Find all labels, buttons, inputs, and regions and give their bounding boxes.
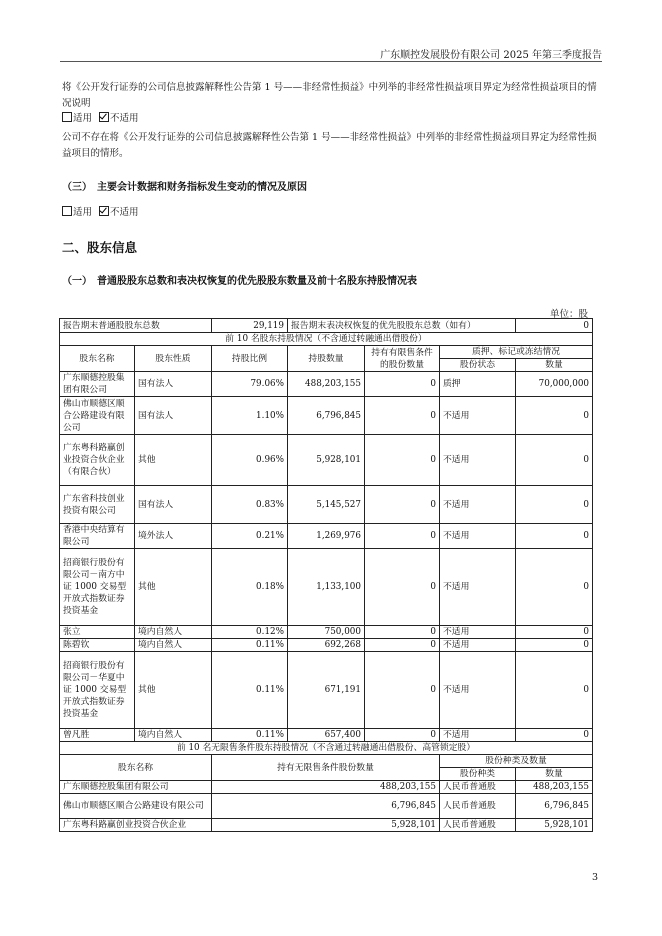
unrestricted-header-row1 (60, 755, 593, 768)
cell-qty: 6,796,845 (288, 397, 365, 435)
header-ratio: 持股比例 (212, 346, 288, 372)
cell-unrestricted-qty: 488,203,155 (212, 781, 440, 794)
cell-nature: 其他 (135, 549, 212, 626)
cell-ratio: 1.10% (212, 397, 288, 435)
cell-kind: 人民币普通股 (440, 794, 516, 819)
cell-restricted: 0 (365, 397, 440, 435)
option-not-applicable: 不适用 (110, 207, 139, 218)
cell-status: 不适用 (440, 397, 516, 435)
header-unrestricted-qty: 持有无限售条件股份数量 (212, 755, 440, 781)
table-row (60, 781, 593, 794)
section3-heading: （三） 主要会计数据和财务指标发生变动的情况及原因 (62, 182, 307, 193)
cell-qty: 692,268 (288, 639, 365, 652)
header-kind: 股份种类 (440, 768, 516, 781)
header-qty: 持股数量 (288, 346, 365, 372)
cell-nature: 境外法人 (135, 524, 212, 549)
unit-label: 单位：股 (549, 309, 588, 320)
summary-label-pref: 报告期末表决权恢复的优先股股东总数（如有） (288, 319, 516, 333)
cell-restricted: 0 (365, 435, 440, 486)
cell-kind-amount: 488,203,155 (516, 781, 593, 794)
cell-ratio: 0.11% (212, 652, 288, 729)
cell-restricted: 0 (365, 524, 440, 549)
nonrecurring-intro: 将《公开发行证券的公司信息披露解释性公告第 1 号——非经常性损益》中列举的非经常性损益项目界定为经常性损益项目的情况说明 (62, 82, 597, 109)
cell-ratio: 0.12% (212, 626, 288, 639)
cell-status: 不适用 (440, 524, 516, 549)
cell-nature: 国有法人 (135, 397, 212, 435)
table-row (60, 819, 593, 832)
cell-amount: 0 (516, 639, 593, 652)
cell-name: 佛山市顺德区顺合公路建设有限公司 (60, 397, 135, 435)
unrestricted-caption: 前 10 名无限售条件股东持股情况（不含通过转融通出借股份、高管锁定股） (60, 742, 593, 755)
cell-name: 香港中央结算有限公司 (60, 524, 135, 549)
option-applicable: 适用 (73, 113, 93, 124)
table-row (60, 397, 593, 435)
cell-restricted: 0 (365, 372, 440, 397)
cell-name: 广东粤科路赢创业投资合伙企业 (60, 819, 212, 832)
cell-nature: 境内自然人 (135, 729, 212, 742)
cell-amount: 0 (516, 729, 593, 742)
cell-qty: 671,191 (288, 652, 365, 729)
header-kind-amount: 数量 (516, 768, 593, 781)
cell-amount: 0 (516, 435, 593, 486)
header-nature: 股东性质 (135, 346, 212, 372)
cell-nature: 其他 (135, 435, 212, 486)
cell-ratio: 0.18% (212, 549, 288, 626)
cell-amount: 0 (516, 397, 593, 435)
part2-heading: 二、股东信息 (62, 240, 138, 255)
top10-caption-row (60, 333, 593, 346)
table-row (60, 549, 593, 626)
cell-nature: 境内自然人 (135, 626, 212, 639)
cell-ratio: 0.96% (212, 435, 288, 486)
table-row (60, 639, 593, 652)
cell-qty: 488,203,155 (288, 372, 365, 397)
cell-kind: 人民币普通股 (440, 781, 516, 794)
table-row (60, 652, 593, 729)
cell-name: 广东省科技创业投资有限公司 (60, 486, 135, 524)
cell-status: 不适用 (440, 626, 516, 639)
cell-name: 广东顺德控股集团有限公司 (60, 372, 135, 397)
cell-ratio: 0.11% (212, 639, 288, 652)
table-row (60, 435, 593, 486)
sub1-heading: （一） 普通股股东总数和表决权恢复的优先股股东数量及前十名股东持股情况表 (62, 276, 417, 287)
cell-nature: 境内自然人 (135, 639, 212, 652)
cell-name: 广东顺德控股集团有限公司 (60, 781, 212, 794)
checkbox-checked-icon (99, 112, 109, 122)
cell-status: 不适用 (440, 486, 516, 524)
table-row (60, 794, 593, 819)
cell-name: 陈碧钦 (60, 639, 135, 652)
nonrecurring-options (62, 111, 602, 127)
cell-amount: 0 (516, 549, 593, 626)
cell-amount: 0 (516, 524, 593, 549)
header-amount: 数量 (516, 359, 593, 372)
summary-row (60, 319, 593, 333)
cell-qty: 5,928,101 (288, 435, 365, 486)
cell-amount: 0 (516, 486, 593, 524)
summary-value-common: 29,119 (212, 319, 288, 333)
cell-name: 曾凡胜 (60, 729, 135, 742)
top10-header-row1 (60, 346, 593, 359)
table-row (60, 524, 593, 549)
cell-name: 招商银行股份有限公司－华夏中证 1000 交易型开放式指数证券投资基金 (60, 652, 135, 729)
summary-value-pref: 0 (516, 319, 593, 333)
summary-label-common: 报告期末普通股股东总数 (60, 319, 212, 333)
cell-kind-amount: 5,928,101 (516, 819, 593, 832)
checkbox-unchecked-icon (62, 112, 72, 122)
header-restricted: 持有有限售条件的股份数量 (365, 346, 440, 372)
cell-name: 广东粤科路赢创业投资合伙企业（有限合伙） (60, 435, 135, 486)
checkbox-unchecked-icon (62, 206, 72, 216)
table-row (60, 372, 593, 397)
shareholder-table (59, 318, 593, 832)
cell-restricted: 0 (365, 652, 440, 729)
cell-restricted: 0 (365, 639, 440, 652)
cell-restricted: 0 (365, 626, 440, 639)
cell-ratio: 0.11% (212, 729, 288, 742)
cell-nature: 国有法人 (135, 486, 212, 524)
checkbox-checked-icon (99, 206, 109, 216)
table-row (60, 626, 593, 639)
header-pledge: 质押、标记或冻结情况 (440, 346, 593, 359)
option-not-applicable: 不适用 (110, 113, 139, 124)
cell-kind: 人民币普通股 (440, 819, 516, 832)
cell-status: 不适用 (440, 549, 516, 626)
cell-restricted: 0 (365, 549, 440, 626)
cell-amount: 70,000,000 (516, 372, 593, 397)
cell-ratio: 0.21% (212, 524, 288, 549)
cell-amount: 0 (516, 652, 593, 729)
cell-ratio: 79.06% (212, 372, 288, 397)
cell-kind-amount: 6,796,845 (516, 794, 593, 819)
cell-qty: 750,000 (288, 626, 365, 639)
table-row (60, 729, 593, 742)
section3-options (62, 205, 602, 221)
header-status: 股份状态 (440, 359, 516, 372)
option-applicable: 适用 (73, 207, 93, 218)
cell-ratio: 0.83% (212, 486, 288, 524)
cell-restricted: 0 (365, 486, 440, 524)
cell-amount: 0 (516, 626, 593, 639)
cell-qty: 1,133,100 (288, 549, 365, 626)
top10-caption: 前 10 名股东持股情况（不含通过转融通出借股份） (60, 333, 593, 346)
cell-nature: 其他 (135, 652, 212, 729)
cell-status: 不适用 (440, 435, 516, 486)
cell-status: 不适用 (440, 639, 516, 652)
header-holder-name: 股东名称 (60, 755, 212, 781)
header-name: 股东名称 (60, 346, 135, 372)
header-kind-group: 股份种类及数量 (440, 755, 593, 768)
cell-name: 招商银行股份有限公司－南方中证 1000 交易型开放式指数证券投资基金 (60, 549, 135, 626)
page-number: 3 (591, 872, 598, 883)
header-rule (60, 61, 602, 62)
cell-qty: 657,400 (288, 729, 365, 742)
cell-status: 不适用 (440, 652, 516, 729)
nonrecurring-statement: 公司不存在将《公开发行证券的公司信息披露解释性公告第 1 号——非经常性损益》中列举的非经常性损益项目界定为经常性损益项目的情形。 (62, 132, 597, 159)
cell-status: 质押 (440, 372, 516, 397)
cell-qty: 1,269,976 (288, 524, 365, 549)
cell-qty: 5,145,527 (288, 486, 365, 524)
page-header: 广东顺控发展股份有限公司 2025 年第三季度报告 (380, 50, 602, 61)
cell-unrestricted-qty: 5,928,101 (212, 819, 440, 832)
cell-name: 张立 (60, 626, 135, 639)
cell-unrestricted-qty: 6,796,845 (212, 794, 440, 819)
cell-status: 不适用 (440, 729, 516, 742)
cell-nature: 国有法人 (135, 372, 212, 397)
unrestricted-caption-row (60, 742, 593, 755)
table-row (60, 486, 593, 524)
cell-name: 佛山市顺德区顺合公路建设有限公司 (60, 794, 212, 819)
cell-restricted: 0 (365, 729, 440, 742)
